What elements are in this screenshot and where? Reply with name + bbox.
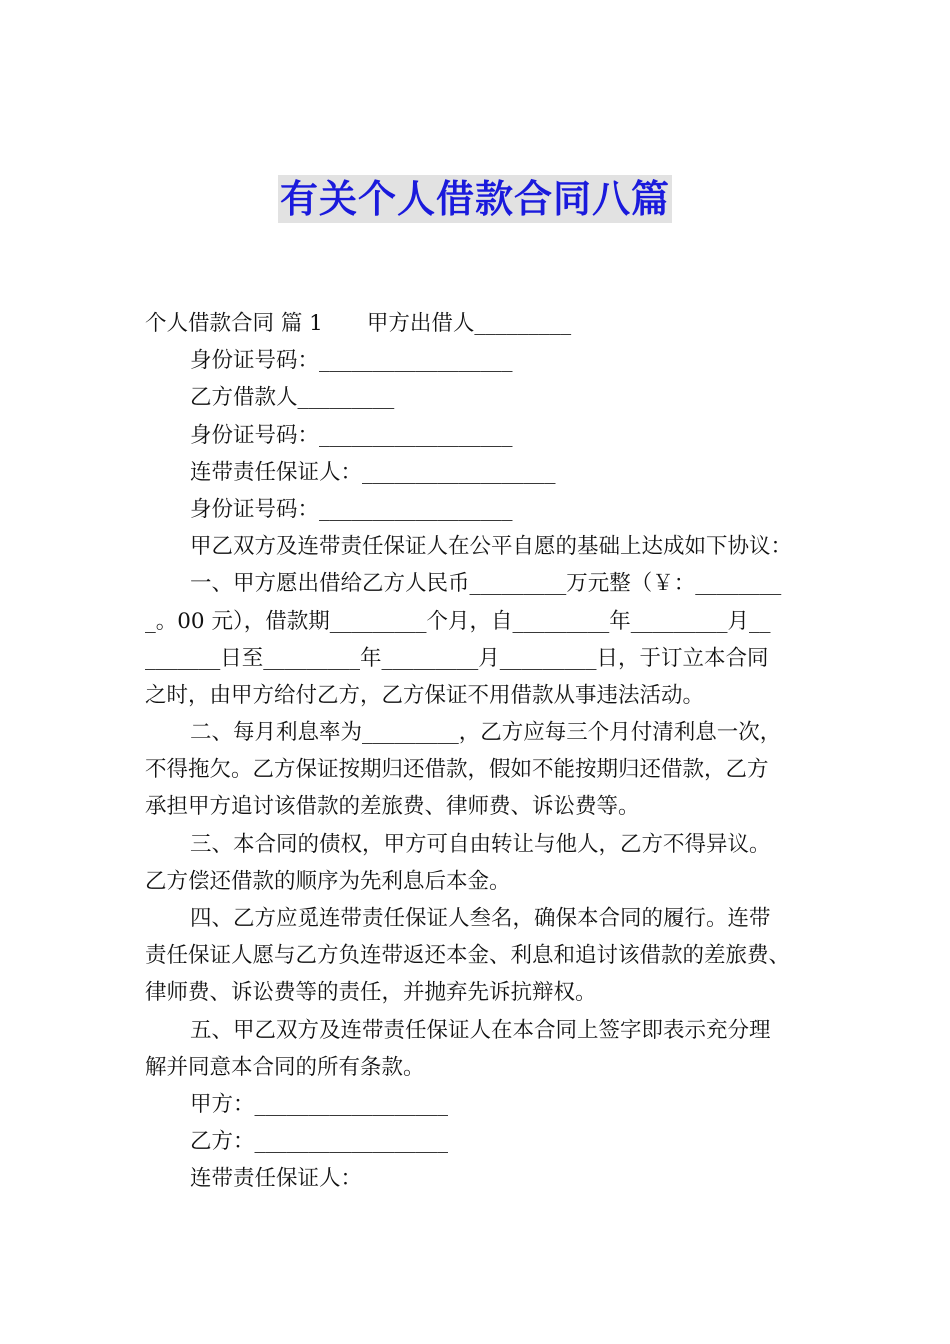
signature-guarantor: 连带责任保证人： (190, 1166, 363, 1192)
clause-line: 之时，由甲方给付乙方，乙方保证不用借款从事违法活动。 (145, 682, 705, 708)
lender-field: 甲方出借人_________ (366, 311, 572, 336)
contract-number: 个人借款合同 篇 1 (145, 311, 323, 336)
clause-3 (145, 826, 810, 900)
guarantor-line: 连带责任保证人：__________________ (190, 459, 556, 485)
clause-line: 承担甲方追讨该借款的差旅费、律师费、诉讼费等。 (145, 794, 640, 820)
clause-line: 律师费、诉讼费等的责任，并抛弃先诉抗辩权。 (145, 980, 597, 1006)
signature-party-a: 甲方：__________________ (190, 1091, 449, 1117)
contract-header-line (145, 305, 810, 342)
document-body (145, 305, 810, 1198)
clause-line: 四、乙方应觅连带责任保证人叁名，确保本合同的履行。连带 (190, 906, 771, 931)
clause-1 (145, 565, 810, 714)
clause-line: 不得拖欠。乙方保证按期归还借款，假如不能按期归还借款，乙方 (145, 757, 769, 783)
clause-4 (145, 900, 810, 1012)
document-title: 有关个人借款合同八篇 (279, 177, 670, 221)
borrower-line: 乙方借款人_________ (190, 385, 395, 411)
clause-5 (145, 1012, 810, 1086)
borrower-id-line: 身份证号码：__________________ (190, 422, 513, 448)
clause-line: 一、甲方愿出借给乙方人民币_________万元整（￥：________ (190, 571, 782, 597)
lender-id-line: 身份证号码：__________________ (190, 348, 513, 374)
signature-party-b: 乙方：__________________ (190, 1129, 449, 1155)
clause-line: _。00 元），借款期_________个月，自_________年_________月__ (145, 608, 771, 634)
clause-line: _______日至_________年_________月_________日，于订立本合同 (145, 645, 769, 671)
clause-2 (145, 714, 810, 826)
title-wrapper (0, 175, 950, 223)
clause-line: 二、每月利息率为_________，乙方应每三个月付清利息一次， (190, 720, 782, 746)
clause-line: 三、本合同的债权，甲方可自由转让与他人，乙方不得异议。 (190, 831, 771, 857)
guarantor-id-line: 身份证号码：__________________ (190, 496, 513, 522)
agreement-intro: 甲乙双方及连带责任保证人在公平自愿的基础上达成如下协议： (190, 534, 793, 560)
clause-line: 乙方偿还借款的顺序为先利息后本金。 (145, 868, 511, 894)
clause-line: 五、甲乙双方及连带责任保证人在本合同上签字即表示充分理 (190, 1017, 771, 1043)
clause-line: 责任保证人愿与乙方负连带返还本金、利息和追讨该借款的差旅费、 (145, 943, 791, 969)
clause-line: 解并同意本合同的所有条款。 (145, 1054, 425, 1080)
